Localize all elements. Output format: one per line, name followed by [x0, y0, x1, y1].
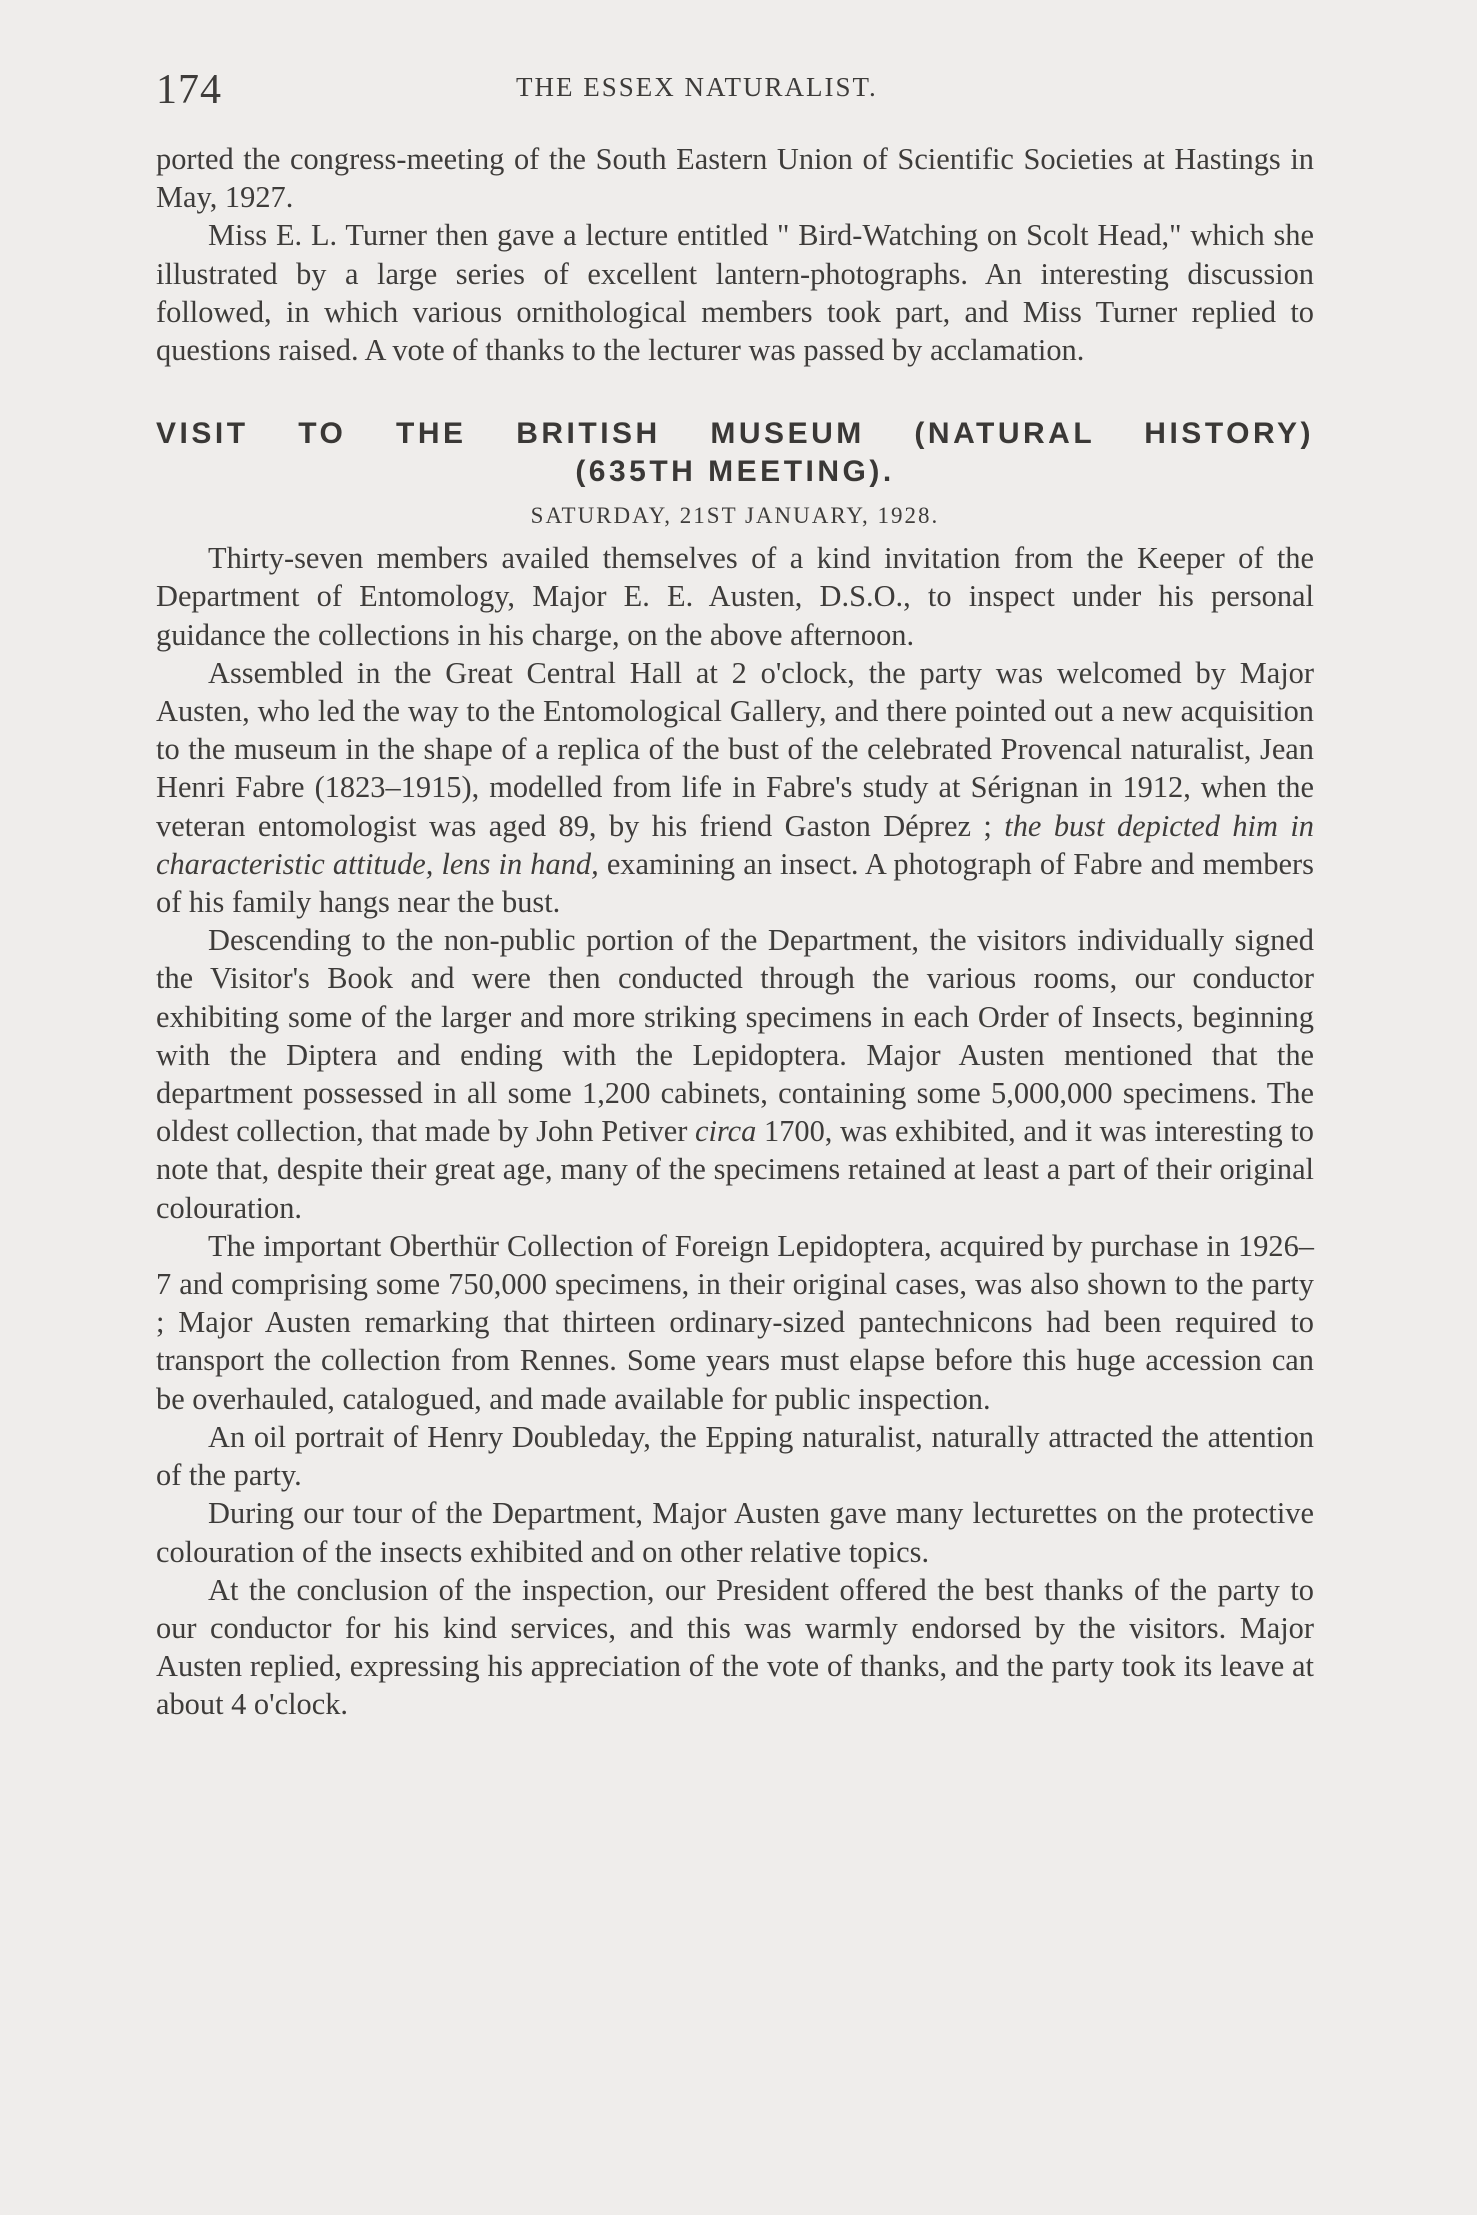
paragraph-fabre-bust-italic: the bust depicted him in characteristic attitude, lens in hand,: [156, 808, 1314, 881]
paragraph-conclusion: At the conclusion of the inspection, our President offered the best thanks of the party to our conductor for his kind services, and this was warmly endorsed by the visitors. Major Austen replied, expressing his appreciation of the vote of thanks, and the party took its leave at about 4 o'clock.: [156, 1572, 1314, 1722]
paragraph-doubleday-portrait: An oil portrait of Henry Doubleday, the Epping naturalist, naturally attracted the attention of the party.: [156, 1419, 1314, 1493]
paragraph-collections-tour-text-a: Descending to the non-public portion of the Department, the visitors individually signed the Visitor's Book and were then conducted through the various rooms, our conductor exhibiting some of the larger and more striking specimens in each Order of Insects, beginning with the Diptera and ending with the Lepidoptera. Major Austen mentioned that the department possessed in all some 1,200 cabinets, containing some 5,000,000 specimens. The oldest collection, that made by John Petiver: [156, 923, 1314, 1149]
paragraph-collections-tour-text-b: 1700, was exhibited, and it was interesting to note that, despite their great age, many of the specimens retained at least a part of their original colouration.: [156, 1114, 1314, 1225]
lecture-paragraph: Miss E. L. Turner then gave a lecture entitled " Bird-Watching on Scolt Head," which she illustrated by a large series of excellent lantern-photographs. An interesting discussion followed, in which various ornithological members took part, and Miss Turner replied to questions raised. A vote of thanks to the lecturer was passed by acclamation.: [156, 218, 1314, 368]
paragraph-collections-tour-italic: circa: [695, 1114, 757, 1149]
continuation-paragraph: ported the congress-meeting of the South Eastern Union of Scientific Societies at Hastings in May, 1927.: [156, 142, 1314, 215]
paragraph-invitation: Thirty-seven members availed themselves of a kind invitation from the Keeper of the Department of Entomology, Major E. E. Austen, D.S.O., to inspect under his personal guidance the collections in his charge, on the above afternoon.: [156, 541, 1314, 652]
page-number: 174: [156, 67, 222, 113]
journal-title: THE ESSEX NATURALIST.: [516, 72, 878, 102]
paragraph-lecturettes: During our tour of the Department, Major Austen gave many lecturettes on the protective colouration of the insects exhibited and on other relative topics.: [156, 1496, 1314, 1569]
section-heading-meeting: (635TH MEETING).: [575, 455, 895, 489]
paragraph-collections-tour: [156, 921, 1314, 1227]
paragraph-fabre-bust: [156, 654, 1314, 921]
body-text: [156, 140, 1314, 1724]
section-heading: [156, 415, 1314, 491]
paragraph-fabre-bust-text-a: Assembled in the Great Central Hall at 2 o'clock, the party was welcomed by Major Austen, who led the way to the Entomological Gallery, and there pointed out a new acquisition to the museum in the shape of a replica of the bust of the celebrated Provencal naturalist, Jean Henri Fabre (1823–1915), modelled from life in Fabre's study at Sérignan in 1912, when the veteran entomologist was aged 89, by his friend Gaston Déprez ;: [156, 655, 1314, 843]
paragraph-oberthur-collection: The important Oberthür Collection of Foreign Lepidoptera, acquired by purchase in 1926–7 and comprising some 750,000 specimens, in their original cases, was also shown to the party ; Major Austen remarking that thirteen ordinary-sized pantechnicons had been required to transport the collection from Rennes. Some years must elapse before this huge accession can be overhauled, catalogued, and made available for public inspection.: [156, 1228, 1314, 1416]
meeting-date: SATURDAY, 21ST JANUARY, 1928.: [530, 503, 940, 529]
running-head: [156, 62, 1306, 122]
paragraph-fabre-bust-text-b: examining an insect. A photograph of Fabre and members of his family hangs near the bust.: [156, 846, 1314, 920]
section-heading-title: VISIT TO THE BRITISH MUSEUM (NATURAL HISTORY): [156, 417, 1314, 451]
